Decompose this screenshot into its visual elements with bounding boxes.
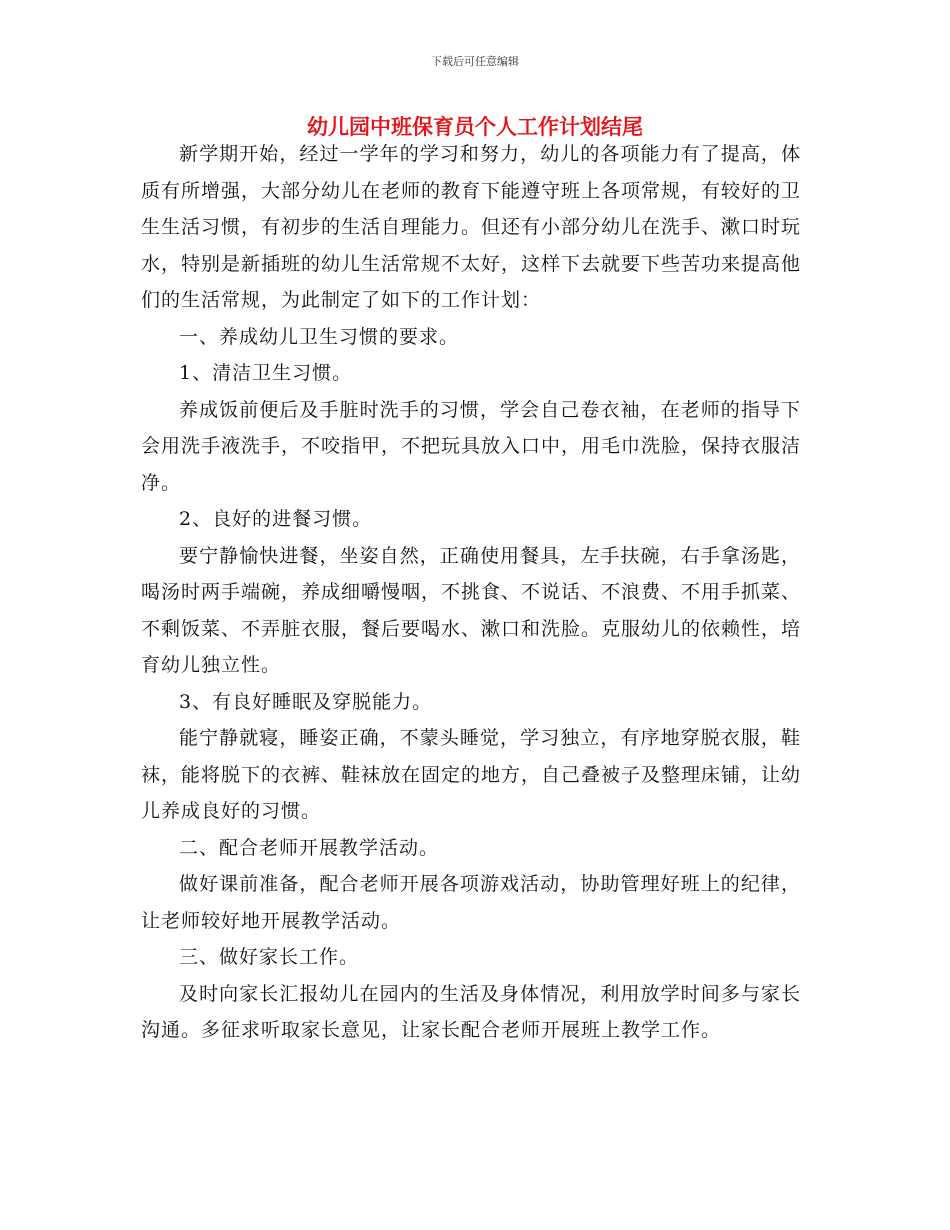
paragraph-intro: 新学期开始，经过一学年的学习和努力，幼儿的各项能力有了提高，体质有所增强，大部分幼儿在老师的教育下能遵守班上各项常规，有较好的卫生生活习惯，有初步的生活自理能力。但还有小部分幼儿在洗手、漱口时玩水，特别是新插班的幼儿生活常规不太好，这样下去就要下些苦功来提高他们的生活常规，为此制定了如下的工作计划： [141, 143, 802, 311]
section-heading-hygiene: 一、养成幼儿卫生习惯的要求。 [179, 325, 460, 348]
section-heading-parents: 三、做好家长工作。 [179, 946, 360, 968]
paragraph-teaching: 做好课前准备，配合老师开展各项游戏活动，协助管理好班上的纪律，让老师较好地开展教学活动。 [141, 873, 801, 932]
document-title: 幼儿园中班保育员个人工作计划结尾 [307, 115, 643, 139]
section-heading-teaching: 二、配合老师开展教学活动。 [179, 836, 440, 859]
subheading-cleanliness: 1、清洁卫生习惯。 [179, 362, 353, 384]
subheading-dining: 2、良好的进餐习惯。 [179, 508, 373, 530]
header-note: 下载后可任意编辑 [431, 55, 519, 68]
paragraph-sleep: 能宁静就寝，睡姿正确，不蒙头睡觉，学习独立，有序地穿脱衣服，鞋袜，能将脱下的衣裤、鞋袜放在固定的地方，自己叠被子及整理床铺，让幼儿养成良好的习惯。 [141, 727, 802, 822]
document-body [141, 136, 801, 1049]
paragraph-parents: 及时向家长汇报幼儿在园内的生活及身体情况，利用放学时间多与家长沟通。多征求听取家长意见，让家长配合老师开展班上教学工作。 [141, 982, 801, 1041]
paragraph-cleanliness: 养成饭前便后及手脏时洗手的习惯，学会自己卷衣袖，在老师的指导下会用洗手液洗手，不咬指甲，不把玩具放入口中，用毛巾洗脸，保持衣服洁净。 [141, 398, 802, 494]
paragraph-dining: 要宁静愉快进餐，坐姿自然，正确使用餐具，左手扶碗，右手拿汤匙，喝汤时两手端碗，养成细嚼慢咽，不挑食、不说话、不浪费、不用手抓菜、不剩饭菜、不弄脏衣服，餐后要喝水、漱口和洗脸。克服幼儿的依赖性，培育幼儿独立性。 [141, 544, 802, 676]
subheading-sleep: 3、有良好睡眠及穿脱能力。 [179, 690, 433, 713]
